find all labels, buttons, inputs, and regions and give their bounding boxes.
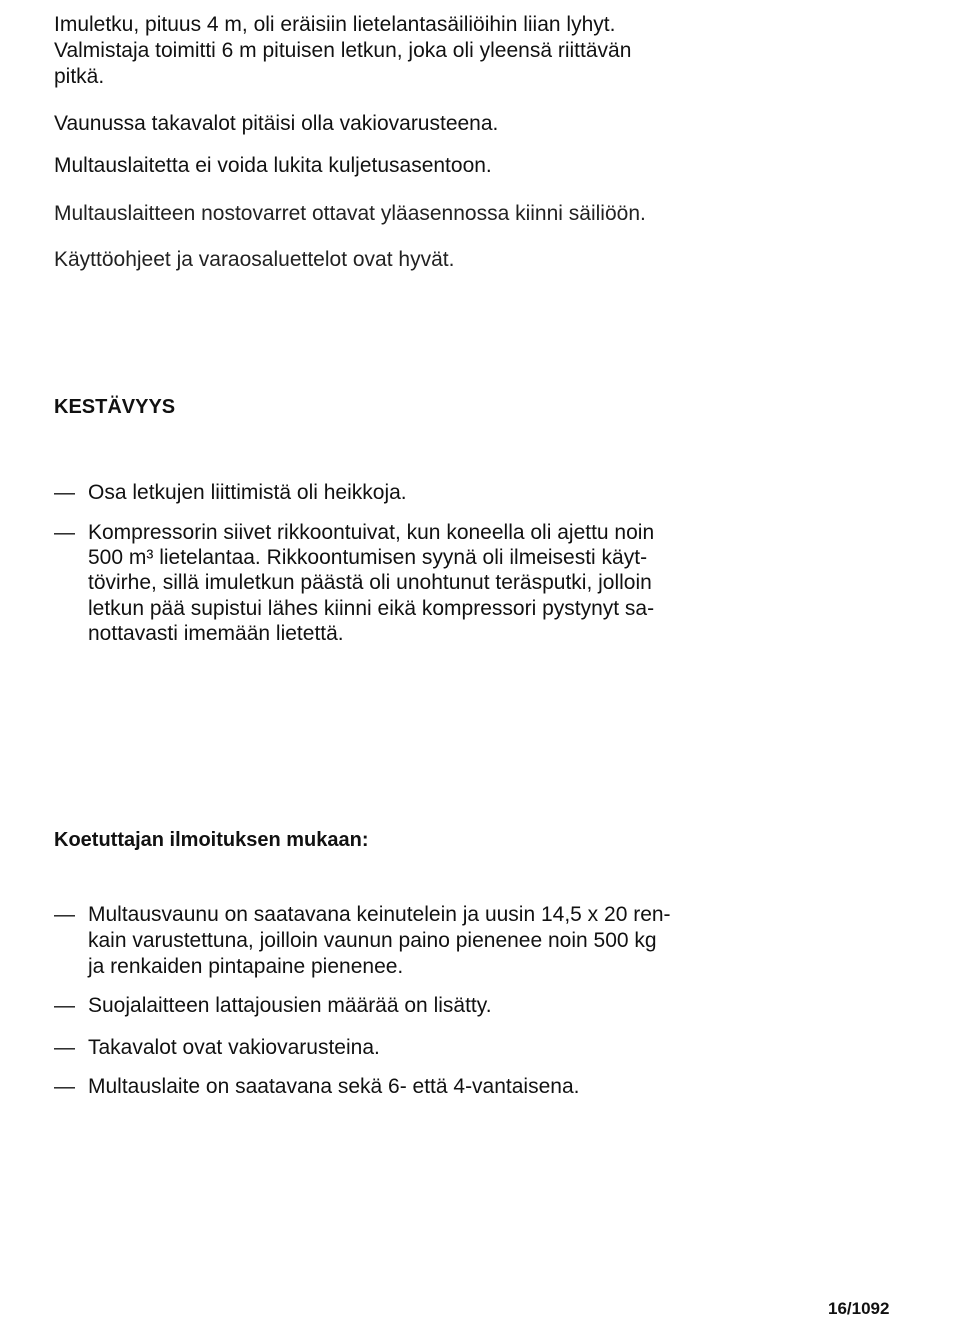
durability-item-2-line-4: letkun pää supistui lähes kiinni eikä kompressori pystynyt sa- — [88, 597, 655, 620]
intro-line-7: Käyttöohjeet ja varaosaluettelot ovat hyvät. — [54, 248, 455, 271]
intro-line-3: pitkä. — [54, 65, 105, 88]
tester-item-4: Multauslaite on saatavana sekä 6- että 4-vantaisena. — [88, 1075, 580, 1098]
durability-item-2-line-2: 500 m³ lietelantaa. Rikkoontumisen syynä oli ilmeisesti käyt- — [88, 546, 648, 569]
dash-bullet: — — [54, 521, 75, 544]
tester-item-3: Takavalot ovat vakiovarusteina. — [88, 1036, 380, 1059]
section-heading-durability: KESTÄVYYS — [54, 396, 176, 418]
dash-bullet: — — [54, 1075, 75, 1098]
dash-bullet: — — [54, 481, 75, 504]
tester-item-1-line-2: kain varustettuna, joilloin vaunun paino pienenee noin 500 kg — [88, 929, 657, 952]
dash-bullet: — — [54, 903, 75, 926]
section-heading-tester: Koetuttajan ilmoituksen mukaan: — [54, 829, 369, 851]
intro-line-5: Multauslaitetta ei voida lukita kuljetusasentoon. — [54, 154, 492, 177]
durability-item-2-line-5: nottavasti imemään lietettä. — [88, 622, 344, 645]
intro-line-1: Imuletku, pituus 4 m, oli eräisiin lietelantasäiliöihin liian lyhyt. — [54, 13, 616, 36]
durability-item-1: Osa letkujen liittimistä oli heikkoja. — [88, 481, 407, 504]
dash-bullet: — — [54, 994, 75, 1017]
tester-item-1-line-3: ja renkaiden pintapaine pienenee. — [88, 955, 404, 978]
durability-item-2-line-3: tövirhe, sillä imuletkun päästä oli unohtunut teräsputki, jolloin — [88, 571, 652, 594]
intro-line-2: Valmistaja toimitti 6 m pituisen letkun, joka oli yleensä riittävän — [54, 39, 632, 62]
tester-item-1-line-1: Multausvaunu on saatavana keinutelein ja uusin 14,5 x 20 ren- — [88, 903, 671, 926]
durability-item-2-line-1: Kompressorin siivet rikkoontuivat, kun koneella oli ajettu noin — [88, 521, 655, 544]
dash-bullet: — — [54, 1036, 75, 1059]
tester-item-2: Suojalaitteen lattajousien määrää on lisätty. — [88, 994, 492, 1017]
page-number: 16/1092 — [828, 1299, 890, 1318]
intro-line-6: Multauslaitteen nostovarret ottavat yläasennossa kiinni säiliöön. — [54, 202, 646, 225]
intro-line-4: Vaunussa takavalot pitäisi olla vakiovarusteena. — [54, 112, 499, 135]
